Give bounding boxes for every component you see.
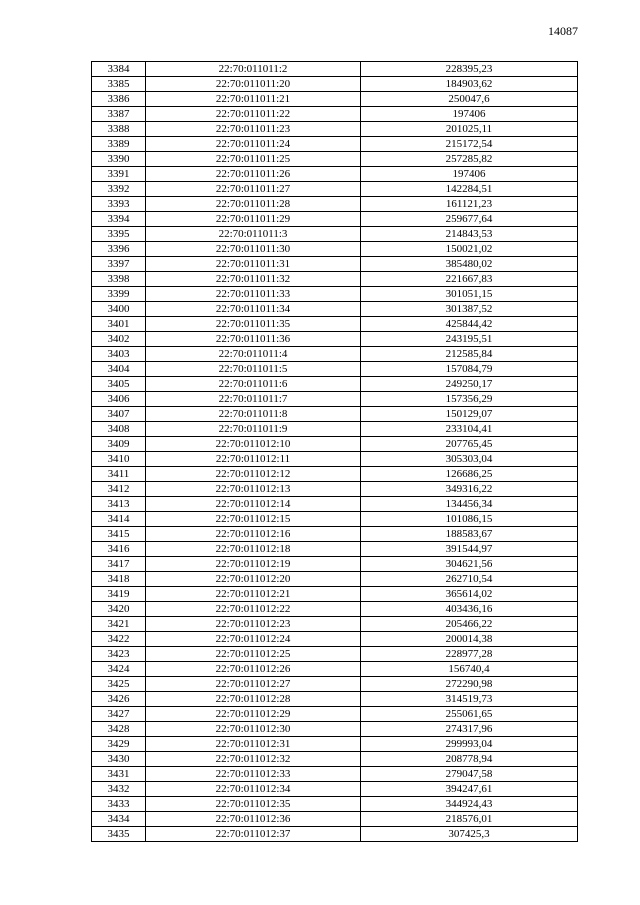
table-row	[92, 452, 578, 467]
table-row	[92, 767, 578, 782]
cadastral-number-cell: 22:70:011011:25	[146, 152, 361, 167]
row-number-cell: 3407	[92, 407, 146, 422]
row-number-cell: 3384	[92, 62, 146, 77]
table-row	[92, 302, 578, 317]
value-cell: 157084,79	[361, 362, 578, 377]
value-cell: 156740,4	[361, 662, 578, 677]
table-row	[92, 737, 578, 752]
cadastral-number-cell: 22:70:011011:26	[146, 167, 361, 182]
cadastral-number-cell: 22:70:011012:30	[146, 722, 361, 737]
row-number-cell: 3418	[92, 572, 146, 587]
row-number-cell: 3402	[92, 332, 146, 347]
table-row	[92, 752, 578, 767]
row-number-cell: 3395	[92, 227, 146, 242]
value-cell: 197406	[361, 167, 578, 182]
row-number-cell: 3397	[92, 257, 146, 272]
row-number-cell: 3425	[92, 677, 146, 692]
row-number-cell: 3424	[92, 662, 146, 677]
table-row	[92, 572, 578, 587]
value-cell: 184903,62	[361, 77, 578, 92]
value-cell: 150129,07	[361, 407, 578, 422]
value-cell: 385480,02	[361, 257, 578, 272]
row-number-cell: 3396	[92, 242, 146, 257]
value-cell: 228977,28	[361, 647, 578, 662]
cadastral-number-cell: 22:70:011011:7	[146, 392, 361, 407]
value-cell: 205466,22	[361, 617, 578, 632]
value-cell: 274317,96	[361, 722, 578, 737]
row-number-cell: 3393	[92, 197, 146, 212]
value-cell: 255061,65	[361, 707, 578, 722]
row-number-cell: 3387	[92, 107, 146, 122]
row-number-cell: 3390	[92, 152, 146, 167]
row-number-cell: 3409	[92, 437, 146, 452]
value-cell: 394247,61	[361, 782, 578, 797]
cadastral-number-cell: 22:70:011011:30	[146, 242, 361, 257]
value-cell: 314519,73	[361, 692, 578, 707]
table-row	[92, 542, 578, 557]
row-number-cell: 3422	[92, 632, 146, 647]
value-cell: 233104,41	[361, 422, 578, 437]
value-cell: 126686,25	[361, 467, 578, 482]
table-row	[92, 512, 578, 527]
value-cell: 425844,42	[361, 317, 578, 332]
cadastral-number-cell: 22:70:011012:35	[146, 797, 361, 812]
table-row	[92, 827, 578, 842]
table-row	[92, 662, 578, 677]
row-number-cell: 3398	[92, 272, 146, 287]
cadastral-number-cell: 22:70:011011:21	[146, 92, 361, 107]
value-cell: 142284,51	[361, 182, 578, 197]
cadastral-number-cell: 22:70:011012:37	[146, 827, 361, 842]
table-row	[92, 407, 578, 422]
value-cell: 218576,01	[361, 812, 578, 827]
cadastral-number-cell: 22:70:011011:27	[146, 182, 361, 197]
value-cell: 249250,17	[361, 377, 578, 392]
row-number-cell: 3391	[92, 167, 146, 182]
table-row	[92, 182, 578, 197]
value-cell: 304621,56	[361, 557, 578, 572]
row-number-cell: 3433	[92, 797, 146, 812]
row-number-cell: 3434	[92, 812, 146, 827]
row-number-cell: 3385	[92, 77, 146, 92]
cadastral-number-cell: 22:70:011012:20	[146, 572, 361, 587]
row-number-cell: 3386	[92, 92, 146, 107]
table-row	[92, 242, 578, 257]
table-row	[92, 347, 578, 362]
value-cell: 228395,23	[361, 62, 578, 77]
row-number-cell: 3411	[92, 467, 146, 482]
value-cell: 259677,64	[361, 212, 578, 227]
cadastral-number-cell: 22:70:011011:36	[146, 332, 361, 347]
table-row	[92, 647, 578, 662]
value-cell: 243195,51	[361, 332, 578, 347]
table-row	[92, 422, 578, 437]
row-number-cell: 3404	[92, 362, 146, 377]
cadastral-number-cell: 22:70:011011:29	[146, 212, 361, 227]
table-row	[92, 602, 578, 617]
row-number-cell: 3426	[92, 692, 146, 707]
registry-table	[91, 61, 578, 842]
table-row	[92, 527, 578, 542]
table-row	[92, 137, 578, 152]
cadastral-number-cell: 22:70:011012:23	[146, 617, 361, 632]
cadastral-number-cell: 22:70:011012:15	[146, 512, 361, 527]
table-row	[92, 92, 578, 107]
row-number-cell: 3400	[92, 302, 146, 317]
table-row	[92, 197, 578, 212]
value-cell: 201025,11	[361, 122, 578, 137]
cadastral-number-cell: 22:70:011012:13	[146, 482, 361, 497]
row-number-cell: 3427	[92, 707, 146, 722]
table-row	[92, 707, 578, 722]
value-cell: 197406	[361, 107, 578, 122]
cadastral-number-cell: 22:70:011012:19	[146, 557, 361, 572]
value-cell: 150021,02	[361, 242, 578, 257]
registry-table-body	[92, 62, 578, 842]
cadastral-number-cell: 22:70:011012:12	[146, 467, 361, 482]
row-number-cell: 3419	[92, 587, 146, 602]
table-row	[92, 497, 578, 512]
value-cell: 349316,22	[361, 482, 578, 497]
cadastral-number-cell: 22:70:011012:11	[146, 452, 361, 467]
row-number-cell: 3432	[92, 782, 146, 797]
cadastral-number-cell: 22:70:011012:32	[146, 752, 361, 767]
value-cell: 403436,16	[361, 602, 578, 617]
row-number-cell: 3399	[92, 287, 146, 302]
cadastral-number-cell: 22:70:011012:21	[146, 587, 361, 602]
table-row	[92, 107, 578, 122]
row-number-cell: 3423	[92, 647, 146, 662]
table-row	[92, 152, 578, 167]
table-row	[92, 797, 578, 812]
row-number-cell: 3428	[92, 722, 146, 737]
cadastral-number-cell: 22:70:011011:4	[146, 347, 361, 362]
value-cell: 134456,34	[361, 497, 578, 512]
table-row	[92, 167, 578, 182]
table-row	[92, 212, 578, 227]
cadastral-number-cell: 22:70:011012:28	[146, 692, 361, 707]
cadastral-number-cell: 22:70:011011:22	[146, 107, 361, 122]
table-row	[92, 812, 578, 827]
value-cell: 305303,04	[361, 452, 578, 467]
value-cell: 299993,04	[361, 737, 578, 752]
row-number-cell: 3389	[92, 137, 146, 152]
cadastral-number-cell: 22:70:011012:26	[146, 662, 361, 677]
cadastral-number-cell: 22:70:011012:22	[146, 602, 361, 617]
table-row	[92, 392, 578, 407]
value-cell: 214843,53	[361, 227, 578, 242]
value-cell: 215172,54	[361, 137, 578, 152]
row-number-cell: 3406	[92, 392, 146, 407]
value-cell: 365614,02	[361, 587, 578, 602]
row-number-cell: 3394	[92, 212, 146, 227]
cadastral-number-cell: 22:70:011011:2	[146, 62, 361, 77]
table-row	[92, 257, 578, 272]
cadastral-number-cell: 22:70:011011:23	[146, 122, 361, 137]
cadastral-number-cell: 22:70:011012:31	[146, 737, 361, 752]
cadastral-number-cell: 22:70:011011:34	[146, 302, 361, 317]
cadastral-number-cell: 22:70:011012:24	[146, 632, 361, 647]
value-cell: 257285,82	[361, 152, 578, 167]
value-cell: 161121,23	[361, 197, 578, 212]
value-cell: 212585,84	[361, 347, 578, 362]
cadastral-number-cell: 22:70:011011:20	[146, 77, 361, 92]
table-row	[92, 287, 578, 302]
row-number-cell: 3405	[92, 377, 146, 392]
table-row	[92, 587, 578, 602]
table-row	[92, 692, 578, 707]
value-cell: 307425,3	[361, 827, 578, 842]
row-number-cell: 3403	[92, 347, 146, 362]
cadastral-number-cell: 22:70:011011:9	[146, 422, 361, 437]
value-cell: 188583,67	[361, 527, 578, 542]
cadastral-number-cell: 22:70:011011:32	[146, 272, 361, 287]
cadastral-number-cell: 22:70:011011:5	[146, 362, 361, 377]
cadastral-number-cell: 22:70:011011:6	[146, 377, 361, 392]
page-number: 14087	[548, 24, 578, 38]
row-number-cell: 3401	[92, 317, 146, 332]
value-cell: 207765,45	[361, 437, 578, 452]
cadastral-number-cell: 22:70:011011:3	[146, 227, 361, 242]
cadastral-number-cell: 22:70:011012:10	[146, 437, 361, 452]
value-cell: 391544,97	[361, 542, 578, 557]
table-row	[92, 62, 578, 77]
table-row	[92, 332, 578, 347]
cadastral-number-cell: 22:70:011012:34	[146, 782, 361, 797]
table-row	[92, 722, 578, 737]
row-number-cell: 3435	[92, 827, 146, 842]
value-cell: 344924,43	[361, 797, 578, 812]
value-cell: 250047,6	[361, 92, 578, 107]
value-cell: 262710,54	[361, 572, 578, 587]
cadastral-number-cell: 22:70:011011:33	[146, 287, 361, 302]
cadastral-number-cell: 22:70:011012:27	[146, 677, 361, 692]
row-number-cell: 3429	[92, 737, 146, 752]
cadastral-number-cell: 22:70:011011:31	[146, 257, 361, 272]
table-row	[92, 782, 578, 797]
row-number-cell: 3408	[92, 422, 146, 437]
cadastral-number-cell: 22:70:011011:35	[146, 317, 361, 332]
cadastral-number-cell: 22:70:011012:16	[146, 527, 361, 542]
cadastral-number-cell: 22:70:011012:29	[146, 707, 361, 722]
cadastral-number-cell: 22:70:011012:18	[146, 542, 361, 557]
value-cell: 200014,38	[361, 632, 578, 647]
row-number-cell: 3415	[92, 527, 146, 542]
row-number-cell: 3413	[92, 497, 146, 512]
table-row	[92, 632, 578, 647]
row-number-cell: 3421	[92, 617, 146, 632]
row-number-cell: 3420	[92, 602, 146, 617]
row-number-cell: 3417	[92, 557, 146, 572]
value-cell: 157356,29	[361, 392, 578, 407]
cadastral-number-cell: 22:70:011012:33	[146, 767, 361, 782]
table-row	[92, 227, 578, 242]
row-number-cell: 3416	[92, 542, 146, 557]
cadastral-number-cell: 22:70:011012:25	[146, 647, 361, 662]
table-row	[92, 467, 578, 482]
table-row	[92, 362, 578, 377]
table-row	[92, 437, 578, 452]
row-number-cell: 3388	[92, 122, 146, 137]
table-row	[92, 617, 578, 632]
row-number-cell: 3430	[92, 752, 146, 767]
cadastral-number-cell: 22:70:011012:36	[146, 812, 361, 827]
table-row	[92, 77, 578, 92]
cadastral-number-cell: 22:70:011011:8	[146, 407, 361, 422]
row-number-cell: 3431	[92, 767, 146, 782]
value-cell: 221667,83	[361, 272, 578, 287]
table-row	[92, 377, 578, 392]
table-row	[92, 317, 578, 332]
cadastral-number-cell: 22:70:011011:28	[146, 197, 361, 212]
value-cell: 301387,52	[361, 302, 578, 317]
value-cell: 301051,15	[361, 287, 578, 302]
table-row	[92, 677, 578, 692]
table-row	[92, 122, 578, 137]
row-number-cell: 3412	[92, 482, 146, 497]
value-cell: 279047,58	[361, 767, 578, 782]
table-row	[92, 482, 578, 497]
row-number-cell: 3414	[92, 512, 146, 527]
cadastral-number-cell: 22:70:011012:14	[146, 497, 361, 512]
table-row	[92, 272, 578, 287]
value-cell: 272290,98	[361, 677, 578, 692]
row-number-cell: 3392	[92, 182, 146, 197]
table-row	[92, 557, 578, 572]
cadastral-number-cell: 22:70:011011:24	[146, 137, 361, 152]
value-cell: 101086,15	[361, 512, 578, 527]
value-cell: 208778,94	[361, 752, 578, 767]
row-number-cell: 3410	[92, 452, 146, 467]
